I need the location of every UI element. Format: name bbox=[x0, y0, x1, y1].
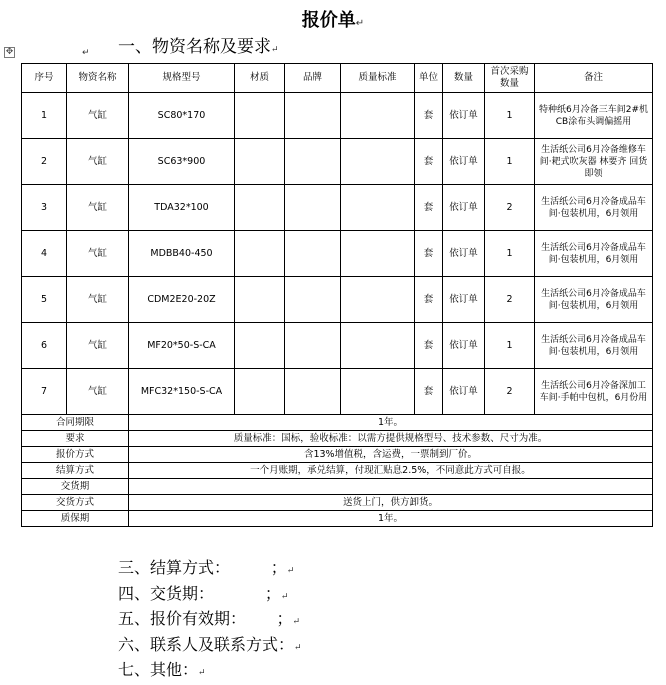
cell-first-qty: 2 bbox=[485, 277, 535, 323]
header-qty: 数量 bbox=[443, 64, 485, 93]
cell-no: 4 bbox=[22, 231, 67, 277]
cell-material[interactable] bbox=[235, 139, 285, 185]
terms-row-contract-period bbox=[22, 415, 653, 431]
cell-name: 气缸 bbox=[67, 323, 129, 369]
cell-name: 气缸 bbox=[67, 93, 129, 139]
terms-row-settlement bbox=[22, 463, 653, 479]
cell-first-qty: 2 bbox=[485, 369, 535, 415]
cell-quality[interactable] bbox=[341, 323, 415, 369]
section-delivery-period: 四、交货期： ；↵ bbox=[118, 583, 289, 603]
terms-row-warranty bbox=[22, 511, 653, 527]
cell-no: 3 bbox=[22, 185, 67, 231]
section-heading-materials: 一、物资名称及要求↵ bbox=[118, 37, 279, 57]
cell-no: 1 bbox=[22, 93, 67, 139]
table-row bbox=[22, 93, 653, 139]
paragraph-mark-icon: ↵ bbox=[355, 18, 365, 29]
cell-no: 6 bbox=[22, 323, 67, 369]
section-quote-validity: 五、报价有效期： ；↵ bbox=[118, 609, 301, 628]
terms-label: 要求 bbox=[22, 431, 129, 447]
table-row bbox=[22, 277, 653, 323]
quote-table bbox=[21, 63, 653, 527]
cell-qty: 依订单 bbox=[443, 231, 485, 277]
cell-qty: 依订单 bbox=[443, 323, 485, 369]
cell-no: 7 bbox=[22, 369, 67, 415]
cell-material[interactable] bbox=[235, 323, 285, 369]
cell-name: 气缸 bbox=[67, 277, 129, 323]
cell-name: 气缸 bbox=[67, 185, 129, 231]
section-settlement-method: 三、结算方式： ；↵ bbox=[118, 558, 295, 577]
terms-label: 交货期 bbox=[22, 479, 129, 495]
cell-qty: 依订单 bbox=[443, 277, 485, 323]
cell-quality[interactable] bbox=[341, 277, 415, 323]
cell-qty: 依订单 bbox=[443, 93, 485, 139]
cell-first-qty: 1 bbox=[485, 323, 535, 369]
cell-unit: 套 bbox=[415, 139, 443, 185]
header-no: 序号 bbox=[22, 64, 67, 93]
header-note: 备注 bbox=[535, 64, 653, 93]
cell-brand[interactable] bbox=[285, 93, 341, 139]
cell-quality[interactable] bbox=[341, 369, 415, 415]
terms-label: 结算方式 bbox=[22, 463, 129, 479]
cell-name: 气缸 bbox=[67, 139, 129, 185]
cell-quality[interactable] bbox=[341, 93, 415, 139]
cell-name: 气缸 bbox=[67, 231, 129, 277]
cell-note: 生活纸公司6月冷备成品车间·包装机用，6月领用 bbox=[535, 277, 653, 323]
cell-spec: TDA32*100 bbox=[129, 185, 235, 231]
terms-row-delivery-period bbox=[22, 479, 653, 495]
terms-row-requirements bbox=[22, 431, 653, 447]
cell-quality[interactable] bbox=[341, 185, 415, 231]
header-brand: 品牌 bbox=[285, 64, 341, 93]
terms-value: 质量标准：国标，验收标准：以需方提供规格型号、技术参数、尺寸为准。 bbox=[129, 431, 653, 447]
cell-qty: 依订单 bbox=[443, 139, 485, 185]
header-unit: 单位 bbox=[415, 64, 443, 93]
cell-spec: MFC32*150-S-CA bbox=[129, 369, 235, 415]
section-contact-info: 六、联系人及联系方式：↵ bbox=[118, 634, 302, 654]
cell-unit: 套 bbox=[415, 93, 443, 139]
cell-brand[interactable] bbox=[285, 185, 341, 231]
header-spec: 规格型号 bbox=[129, 64, 235, 93]
paragraph-mark-icon: ↵ bbox=[271, 45, 279, 55]
cell-brand[interactable] bbox=[285, 231, 341, 277]
cell-unit: 套 bbox=[415, 369, 443, 415]
cell-quality[interactable] bbox=[341, 231, 415, 277]
cell-brand[interactable] bbox=[285, 139, 341, 185]
cell-no: 5 bbox=[22, 277, 67, 323]
table-row bbox=[22, 369, 653, 415]
terms-value: 送货上门，供方卸货。 bbox=[129, 495, 653, 511]
header-name: 物资名称 bbox=[67, 64, 129, 93]
table-header-row bbox=[22, 64, 653, 93]
cell-qty: 依订单 bbox=[443, 185, 485, 231]
terms-value[interactable] bbox=[129, 479, 653, 495]
cell-unit: 套 bbox=[415, 277, 443, 323]
paragraph-mark-icon: ↵ bbox=[82, 48, 90, 58]
cell-note: 生活纸公司6月冷备成品车间·包装机用，6月领用 bbox=[535, 185, 653, 231]
terms-label: 质保期 bbox=[22, 511, 129, 527]
cell-brand[interactable] bbox=[285, 323, 341, 369]
cell-note: 生活纸公司6月冷备维修车间·耙式吹灰器 林要齐 回货即领 bbox=[535, 139, 653, 185]
terms-value: 含13%增值税，含运费，一票制到厂价。 bbox=[129, 447, 653, 463]
bottom-sections bbox=[118, 557, 302, 685]
terms-value: 1年。 bbox=[129, 511, 653, 527]
cell-material[interactable] bbox=[235, 185, 285, 231]
cell-spec: SC80*170 bbox=[129, 93, 235, 139]
header-quality: 质量标准 bbox=[341, 64, 415, 93]
cell-spec: SC63*900 bbox=[129, 139, 235, 185]
page-title: 报价单↵ bbox=[301, 10, 365, 31]
section-other: 七、其他：↵ bbox=[118, 660, 206, 679]
terms-value: 一个月账期，承兑结算，付现汇贴息2.5%，不同意此方式可自报。 bbox=[129, 463, 653, 479]
header-first-qty: 首次采购数量 bbox=[485, 64, 535, 93]
cell-note: 生活纸公司6月冷备成品车间·包装机用，6月领用 bbox=[535, 323, 653, 369]
cell-note: 特种纸6月冷备三车间2#机CB涂布头调偏摇用 bbox=[535, 93, 653, 139]
table-row bbox=[22, 139, 653, 185]
cell-spec: MF20*50-S-CA bbox=[129, 323, 235, 369]
terms-label: 合同期限 bbox=[22, 415, 129, 431]
cell-qty: 依订单 bbox=[443, 369, 485, 415]
cell-first-qty: 1 bbox=[485, 93, 535, 139]
cell-material[interactable] bbox=[235, 231, 285, 277]
table-row bbox=[22, 323, 653, 369]
table-row bbox=[22, 231, 653, 277]
cell-material[interactable] bbox=[235, 277, 285, 323]
cell-first-qty: 1 bbox=[485, 231, 535, 277]
cell-unit: 套 bbox=[415, 231, 443, 277]
cell-first-qty: 1 bbox=[485, 139, 535, 185]
terms-label: 交货方式 bbox=[22, 495, 129, 511]
terms-row-quote-method bbox=[22, 447, 653, 463]
cell-material[interactable] bbox=[235, 93, 285, 139]
terms-label: 报价方式 bbox=[22, 447, 129, 463]
cell-spec: MDBB40-450 bbox=[129, 231, 235, 277]
cell-material[interactable] bbox=[235, 369, 285, 415]
cell-no: 2 bbox=[22, 139, 67, 185]
header-material: 材质 bbox=[235, 64, 285, 93]
cell-unit: 套 bbox=[415, 185, 443, 231]
cell-spec: CDM2E20-20Z bbox=[129, 277, 235, 323]
table-anchor-icon[interactable]: ✥ bbox=[5, 47, 14, 57]
table-row bbox=[22, 185, 653, 231]
cell-unit: 套 bbox=[415, 323, 443, 369]
cell-brand[interactable] bbox=[285, 277, 341, 323]
cell-quality[interactable] bbox=[341, 139, 415, 185]
cell-note: 生活纸公司6月冷备成品车间·包装机用，6月领用 bbox=[535, 231, 653, 277]
cell-first-qty: 2 bbox=[485, 185, 535, 231]
terms-value: 1年。 bbox=[129, 415, 653, 431]
cell-brand[interactable] bbox=[285, 369, 341, 415]
terms-row-delivery-method bbox=[22, 495, 653, 511]
cell-name: 气缸 bbox=[67, 369, 129, 415]
cell-note: 生活纸公司6月冷备深加工车间·手帕中包机，6月份用 bbox=[535, 369, 653, 415]
